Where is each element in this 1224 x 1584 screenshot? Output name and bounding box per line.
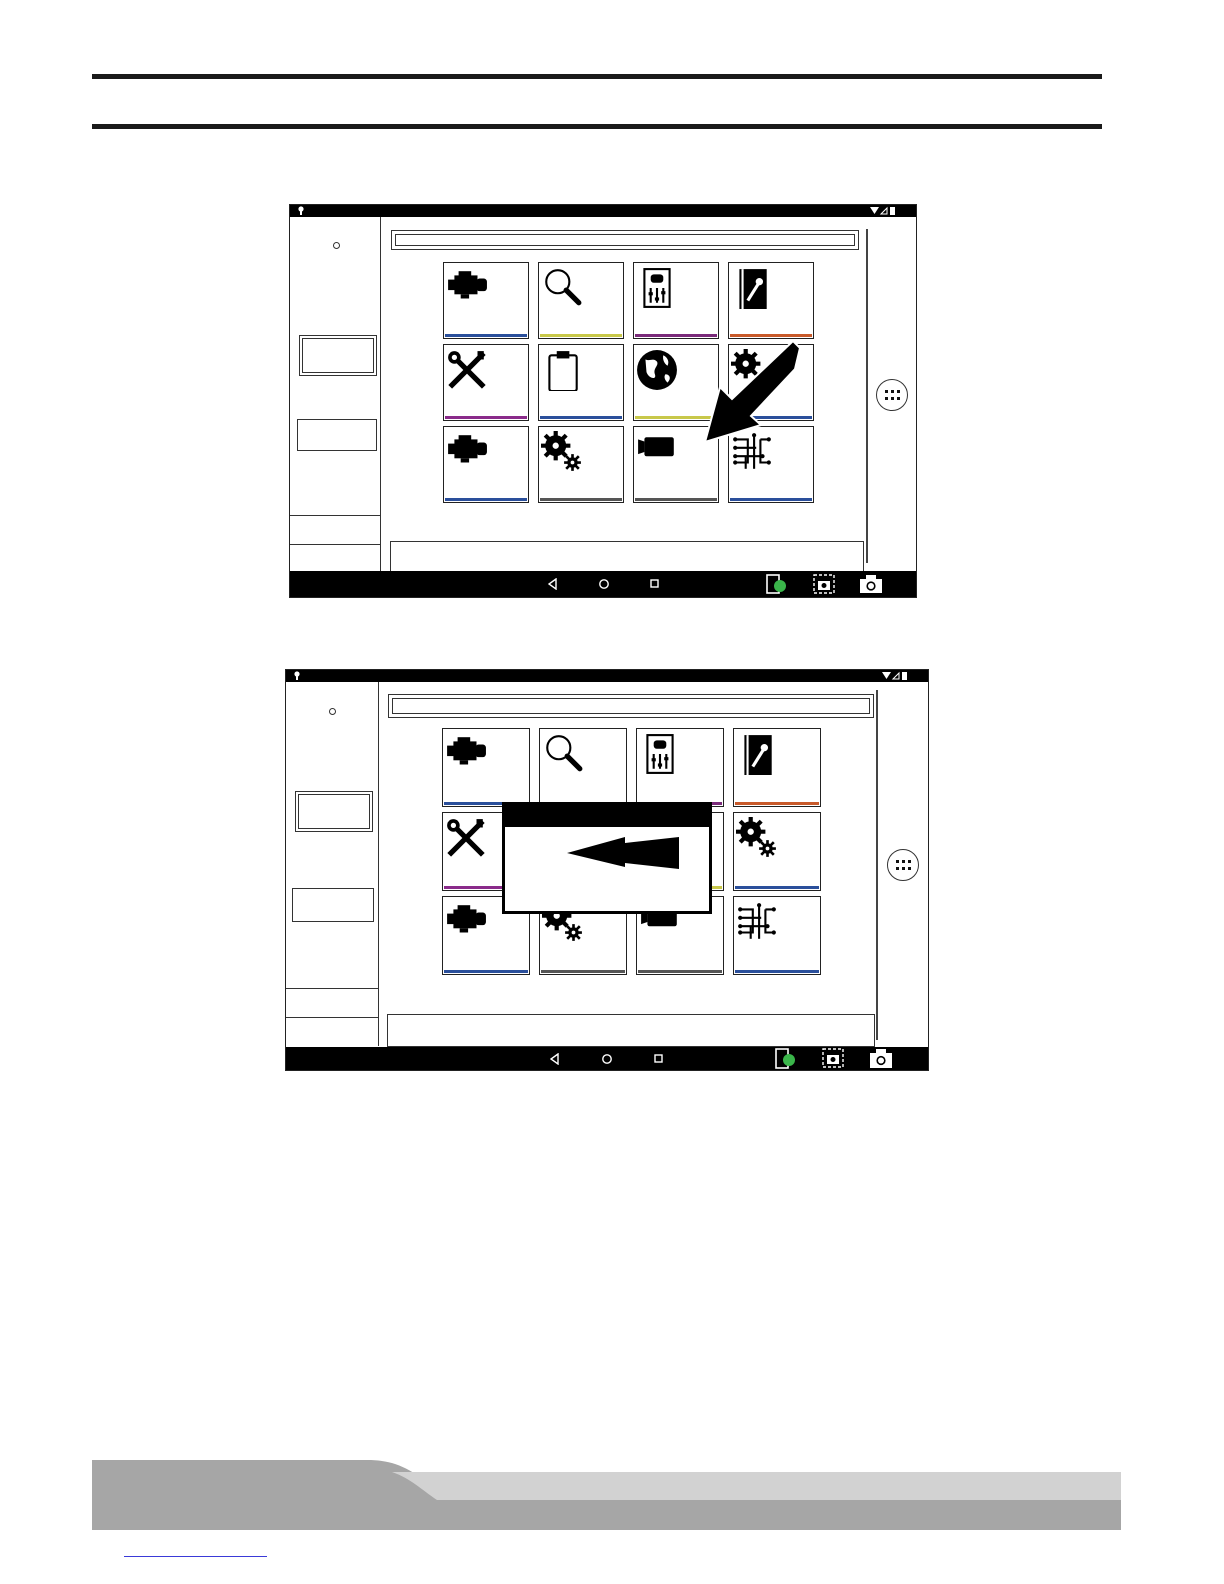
recents-icon[interactable] xyxy=(653,1053,665,1065)
popup-title-bar xyxy=(505,805,709,827)
back-icon[interactable] xyxy=(550,1053,560,1065)
navigation-bar xyxy=(286,1047,928,1070)
recents-icon[interactable] xyxy=(649,578,661,590)
function-tile-engine[interactable] xyxy=(442,728,530,807)
status-bar xyxy=(286,670,928,682)
function-tile-vehicle-settings[interactable] xyxy=(636,728,724,807)
tile-accent-stripe xyxy=(638,970,722,973)
tools-icon xyxy=(445,817,487,859)
callout-arrow xyxy=(565,833,685,873)
footer-band xyxy=(92,1460,1121,1530)
left-panel-button[interactable] xyxy=(298,794,370,829)
footer-link-underline[interactable] xyxy=(124,1556,267,1557)
home-icon[interactable] xyxy=(598,578,610,590)
popup-screen-screenshot xyxy=(285,669,929,1071)
notification-icon xyxy=(293,671,301,680)
screen-capture-icon[interactable] xyxy=(812,573,836,595)
function-tile-magnifier[interactable] xyxy=(539,728,627,807)
header-rule-bottom xyxy=(92,124,1102,129)
apps-grid-button[interactable] xyxy=(887,849,919,881)
function-tile-circuit[interactable] xyxy=(733,896,821,975)
bottom-info-bar xyxy=(387,1014,875,1047)
title-field-inner xyxy=(392,698,870,714)
tile-accent-stripe xyxy=(735,802,819,805)
left-panel-row[interactable] xyxy=(286,988,378,1017)
apps-grid-icon xyxy=(888,850,918,880)
engine-icon xyxy=(445,733,487,775)
footer-band-light xyxy=(392,1472,1121,1500)
gears-icon xyxy=(736,817,778,859)
home-icon[interactable] xyxy=(601,1053,613,1065)
tile-accent-stripe xyxy=(541,970,625,973)
function-tile-gears[interactable] xyxy=(733,812,821,891)
camera-icon[interactable] xyxy=(858,574,884,594)
repair-manual-icon xyxy=(736,733,778,775)
function-tile-repair-manual[interactable] xyxy=(733,728,821,807)
right-divider xyxy=(876,690,878,1040)
navigation-bar xyxy=(290,571,916,597)
back-icon[interactable] xyxy=(548,578,558,590)
title-field xyxy=(388,694,874,718)
tile-accent-stripe xyxy=(735,970,819,973)
vci-connection-icon[interactable] xyxy=(765,574,787,594)
camera-icon[interactable] xyxy=(868,1048,894,1069)
tile-accent-stripe xyxy=(735,886,819,889)
left-panel-field[interactable] xyxy=(292,888,374,922)
tile-accent-stripe xyxy=(444,970,528,973)
circuit-icon xyxy=(736,901,778,943)
callout-arrow xyxy=(290,205,916,597)
status-dot xyxy=(329,708,336,715)
screen-capture-icon[interactable] xyxy=(821,1047,845,1069)
left-panel-row[interactable] xyxy=(286,1017,378,1046)
header-rule-top xyxy=(92,74,1102,79)
vci-connection-icon[interactable] xyxy=(774,1048,796,1069)
popup-dialog xyxy=(502,802,712,914)
magnifier-icon xyxy=(542,733,584,775)
left-panel xyxy=(286,682,379,1046)
engine-icon xyxy=(445,901,487,943)
wifi-signal-battery-icons xyxy=(882,671,908,681)
home-screen-screenshot xyxy=(289,204,917,598)
vehicle-settings-icon xyxy=(639,733,681,775)
